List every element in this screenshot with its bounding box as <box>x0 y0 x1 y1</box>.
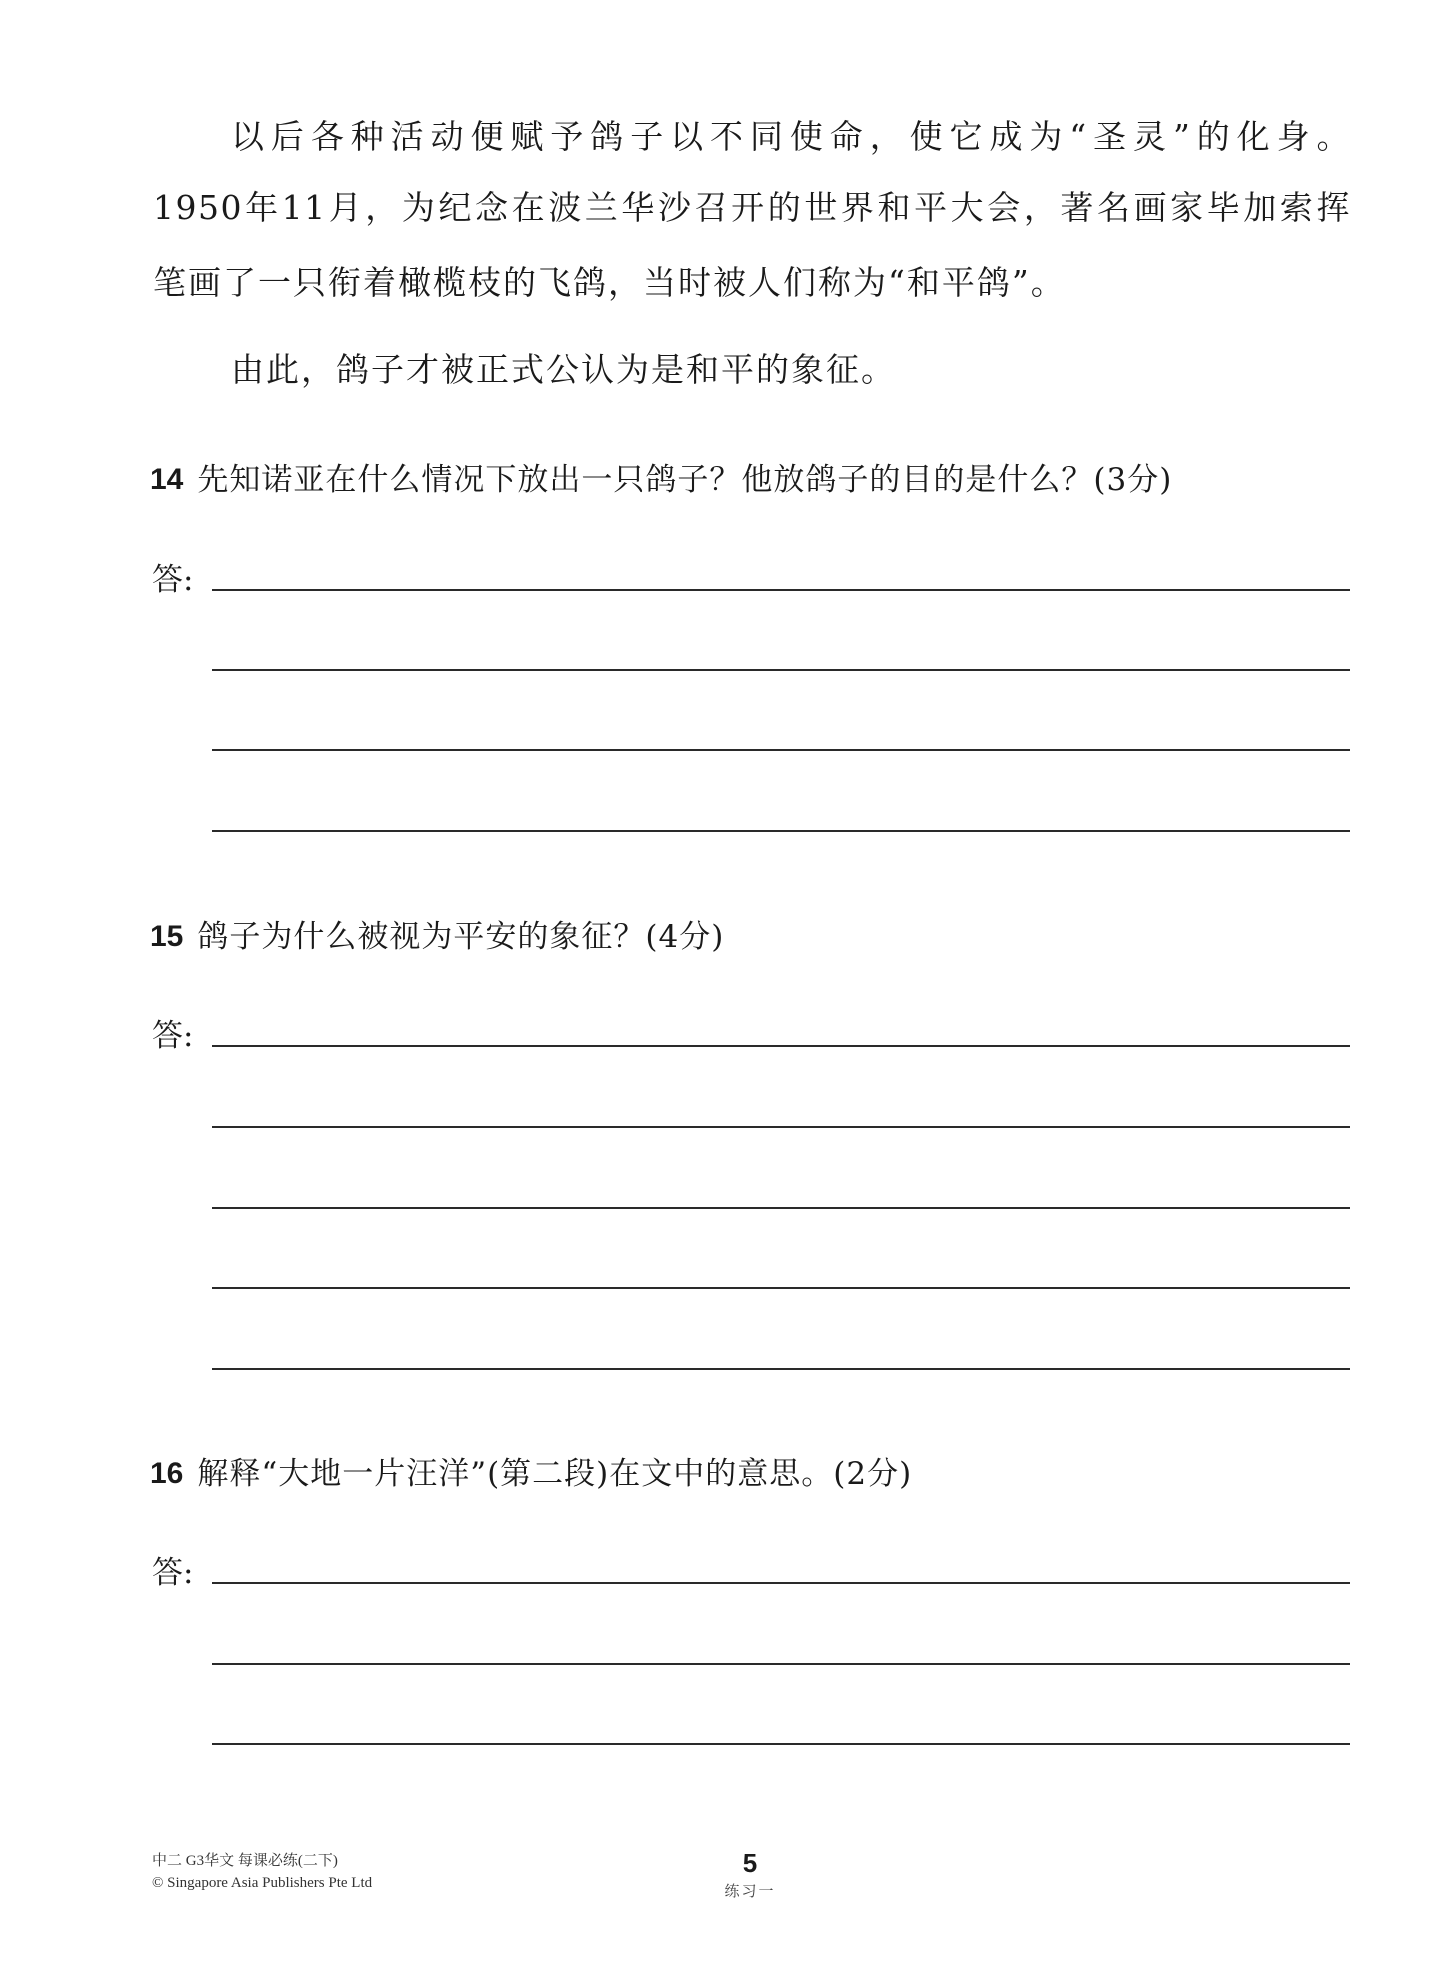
question-number: 15 <box>150 920 184 954</box>
question-text: 先知诺亚在什么情况下放出一只鸽子？他放鸽子的目的是什么？(3分) <box>197 462 1173 499</box>
question-15-prompt <box>150 915 724 959</box>
question-14-prompt <box>150 458 1172 502</box>
answer-line[interactable] <box>212 1126 1350 1128</box>
answer-line[interactable] <box>212 1368 1350 1370</box>
answer-line[interactable] <box>212 1287 1350 1289</box>
copyright: © Singapore Asia Publishers Pte Ltd <box>152 1875 373 1891</box>
section-label: 练习一 <box>724 1882 776 1900</box>
answer-line[interactable] <box>212 1045 1350 1047</box>
answer-label: 答: <box>152 562 194 598</box>
book-title: 中二 G3华文 每课必练(二下) <box>152 1853 338 1869</box>
page-number: 5 <box>742 1848 758 1878</box>
question-number: 16 <box>150 1457 184 1491</box>
question-16-prompt <box>150 1452 912 1496</box>
answer-label: 答: <box>152 1018 194 1054</box>
passage-line-4: 由此，鸽子才被正式公认为是和平的象征。 <box>231 350 896 389</box>
answer-line[interactable] <box>212 1663 1350 1665</box>
answer-line[interactable] <box>212 830 1350 832</box>
answer-line[interactable] <box>212 1207 1350 1209</box>
passage-line-2: 1950年11月，为纪念在波兰华沙召开的世界和平大会，著名画家毕加索挥 <box>153 188 1351 227</box>
passage-line-3: 笔画了一只衔着橄榄枝的飞鸽，当时被人们称为“和平鸽”。 <box>153 263 1066 302</box>
answer-line[interactable] <box>212 1582 1350 1584</box>
question-number: 14 <box>150 463 184 497</box>
question-text: 解释“大地一片汪洋”(第二段)在文中的意思。(2分) <box>197 1456 913 1493</box>
answer-line[interactable] <box>212 749 1350 751</box>
answer-line[interactable] <box>212 669 1350 671</box>
answer-line[interactable] <box>212 589 1350 591</box>
passage-line-1: 以后各种活动便赋予鸽子以不同使命，使它成为“圣灵”的化身。 <box>231 117 1351 156</box>
answer-line[interactable] <box>212 1743 1350 1745</box>
question-text: 鸽子为什么被视为平安的象征？(4分) <box>197 919 725 956</box>
answer-label: 答: <box>152 1555 194 1591</box>
